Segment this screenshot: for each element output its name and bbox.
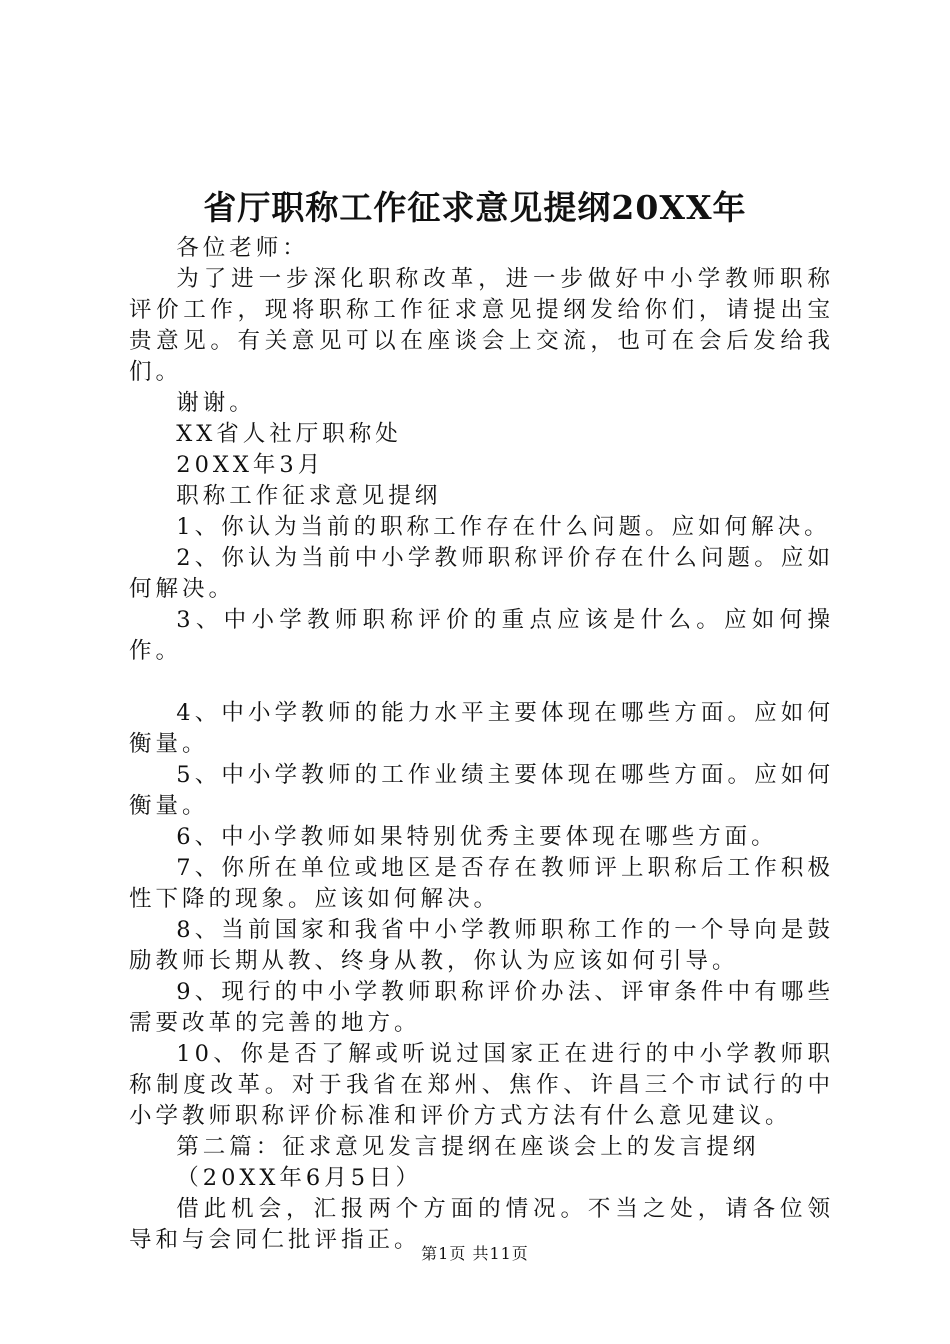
sender-line: XX省人社厅职称处	[176, 421, 402, 447]
question-item: 4、中小学教师的能力水平主要体现在哪些方面。应如何衡量。	[129, 700, 834, 757]
document-body	[129, 233, 834, 1256]
question-item: 6、中小学教师如果特别优秀主要体现在哪些方面。	[176, 824, 778, 850]
section-paragraph: 借此机会，汇报两个方面的情况。不当之处，请各位领导和与会同仁批评指正。	[129, 1196, 834, 1253]
intro-paragraph: 为了进一步深化职称改革，进一步做好中小学教师职称评价工作，现将职称工作征求意见提纲发给你们，请提出宝贵意见。有关意见可以在座谈会上交流，也可在会后发给我们。	[129, 266, 834, 385]
question-item: 7、你所在单位或地区是否存在教师评上职称后工作积极性下降的现象。应该如何解决。	[129, 855, 834, 912]
outline-heading: 职称工作征求意见提纲	[176, 483, 442, 509]
question-item: 2、你认为当前中小学教师职称评价存在什么问题。应如何解决。	[129, 545, 834, 602]
thanks-line: 谢谢。	[176, 390, 256, 416]
question-item: 5、中小学教师的工作业绩主要体现在哪些方面。应如何衡量。	[129, 762, 834, 819]
question-item: 3、中小学教师职称评价的重点应该是什么。应如何操作。	[129, 607, 834, 664]
question-item: 8、当前国家和我省中小学教师职称工作的一个导向是鼓励教师长期从教、终身从教，你认为应该如何引导。	[129, 917, 834, 974]
question-item: 1、你认为当前的职称工作存在什么问题。应如何解决。	[176, 514, 831, 540]
question-item: 10、你是否了解或听说过国家正在进行的中小学教师职称制度改革。对于我省在郑州、焦作、许昌三个市试行的中小学教师职称评价标准和评价方式方法有什么意见建议。	[129, 1041, 834, 1129]
date-line: 20XX年3月	[176, 452, 325, 478]
section-date: （20XX年6月5日）	[176, 1165, 423, 1191]
question-item: 9、现行的中小学教师职称评价办法、评审条件中有哪些需要改革的完善的地方。	[129, 979, 834, 1036]
section-heading: 第二篇：征求意见发言提纲在座谈会上的发言提纲	[176, 1134, 760, 1160]
page-footer: 第1页 共11页	[421, 1244, 529, 1263]
document-title: 省厅职称工作征求意见提纲20XX年	[203, 188, 747, 227]
salutation: 各位老师：	[176, 235, 309, 261]
